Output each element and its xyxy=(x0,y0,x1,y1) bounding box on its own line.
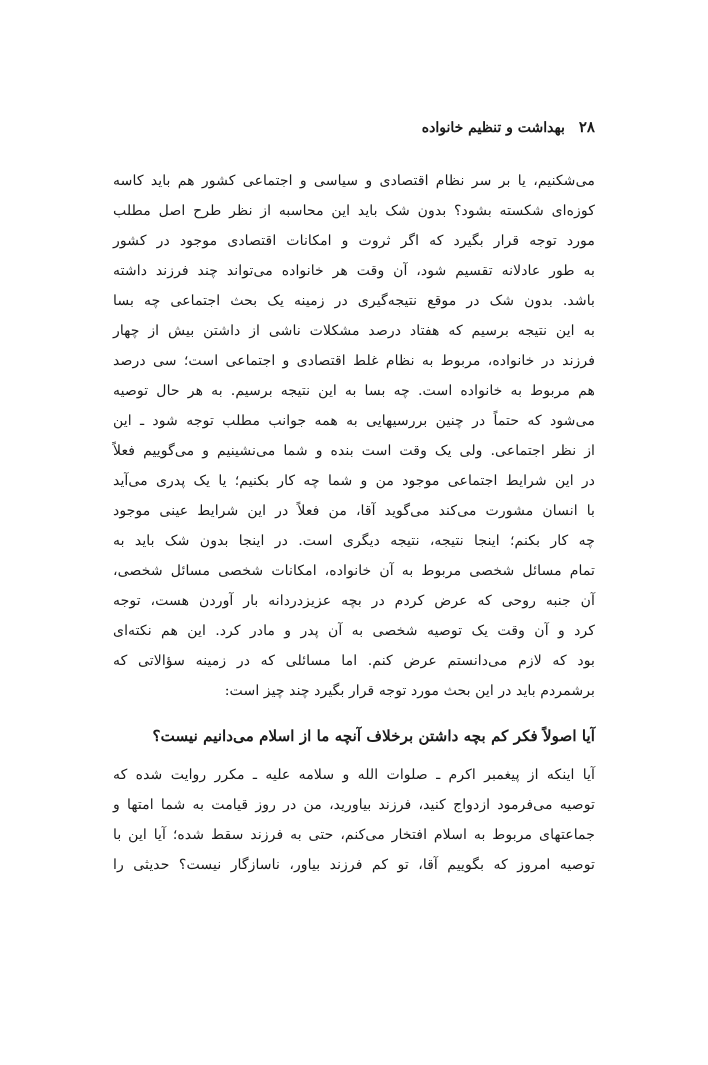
text-line: از نظر اجتماعی. ولی یک وقت است بنده و شما می‌نشینیم و می‌گوییم فعلاً xyxy=(113,443,595,459)
text-line: بود که لازم می‌دانستم عرض کنم. اما مسائلی که در زمینه سؤالاتی که xyxy=(113,653,595,669)
section-heading: آیا اصولاً فکر کم بچه داشتن برخلاف آنچه ما از اسلام می‌دانیم نیست؟ xyxy=(152,727,595,745)
page-number: ۲۸ xyxy=(578,118,595,136)
text-line: توصیه امروز که بگوییم آقا، تو کم فرزند بیاور، ناسازگار نیست؟ حدیثی را xyxy=(113,857,595,873)
body-text xyxy=(113,166,595,880)
text-line: کرد و آن وقت یک توصیه شخصی به آن پدر و مادر کرد. این هم نکته‌ای xyxy=(113,623,595,639)
text-line: به این نتیجه برسیم که هفتاد درصد مشکلات ناشی از داشتن بیش از چهار xyxy=(113,323,595,339)
text-line: چه کار بکنم؛ اینجا نتیجه، نتیجه دیگری است. در اینجا بدون شک باید به xyxy=(113,533,595,549)
text-line: به طور عادلانه تقسیم شود، آن وقت هر خانواده می‌تواند چند فرزند داشته xyxy=(113,263,595,279)
text-line: آیا اینکه از پیغمبر اکرم ـ صلوات الله و سلامه علیه ـ مکرر روایت شده که xyxy=(113,767,595,783)
text-line: هم مربوط به خانواده است. چه بسا به این نتیجه برسیم. به هر حال توصیه xyxy=(113,383,595,399)
paragraph xyxy=(113,760,595,880)
text-line: می‌شکنیم، یا بر سر نظام اقتصادی و سیاسی و اجتماعی کشور هم باید کاسه xyxy=(113,173,595,189)
text-line: برشمردم باید در این بحث مورد توجه قرار بگیرد چند چیز است: xyxy=(224,683,595,699)
text-line: مورد توجه قرار بگیرد که اگر ثروت و امکانات اقتصادی موجود در کشور xyxy=(113,233,595,249)
text-line: کوزه‌ای شکسته بشود؟ بدون شک باید این محاسبه از نظر طرح اصل مطلب xyxy=(113,203,595,219)
paragraph xyxy=(113,166,595,706)
text-line: تمام مسائل شخصی مربوط به آن خانواده، امکانات شخصی مسائل شخصی، xyxy=(113,563,595,579)
text-line: با انسان مشورت می‌کند می‌گوید آقا، من فعلاً در این شرایط عینی موجود xyxy=(113,503,595,519)
text-line: جماعتهای مربوط به اسلام افتخار می‌کنم، حتی به فرزند سقط شده؛ آیا این با xyxy=(113,827,595,843)
text-line: آن جنبه روحی که عرض کردم در بچه عزیزدردانه بار آوردن هست، توجه xyxy=(113,593,595,609)
text-line: در این شرایط اجتماعی موجود من و شما چه کار بکنیم؛ یا یک پدری می‌آید xyxy=(113,473,595,489)
text-line: می‌شود که حتماً در چنین بررسیهایی به همه جوانب مطلب توجه شود ـ این xyxy=(113,413,595,429)
book-page xyxy=(113,116,595,880)
text-line: توصیه می‌فرمود ازدواج کنید، فرزند بیاورید، من در روز قیامت به شما امتها و xyxy=(113,797,595,813)
text-line: فرزند در خانواده، مربوط به نظام غلط اقتصادی و اجتماعی است؛ سی درصد xyxy=(113,353,595,369)
running-title: بهداشت و تنظیم خانواده xyxy=(421,120,565,136)
running-header xyxy=(113,116,595,138)
text-line: باشد. بدون شک در موقع نتیجه‌گیری در زمینه یک بحث اجتماعی چه بسا xyxy=(113,293,595,309)
